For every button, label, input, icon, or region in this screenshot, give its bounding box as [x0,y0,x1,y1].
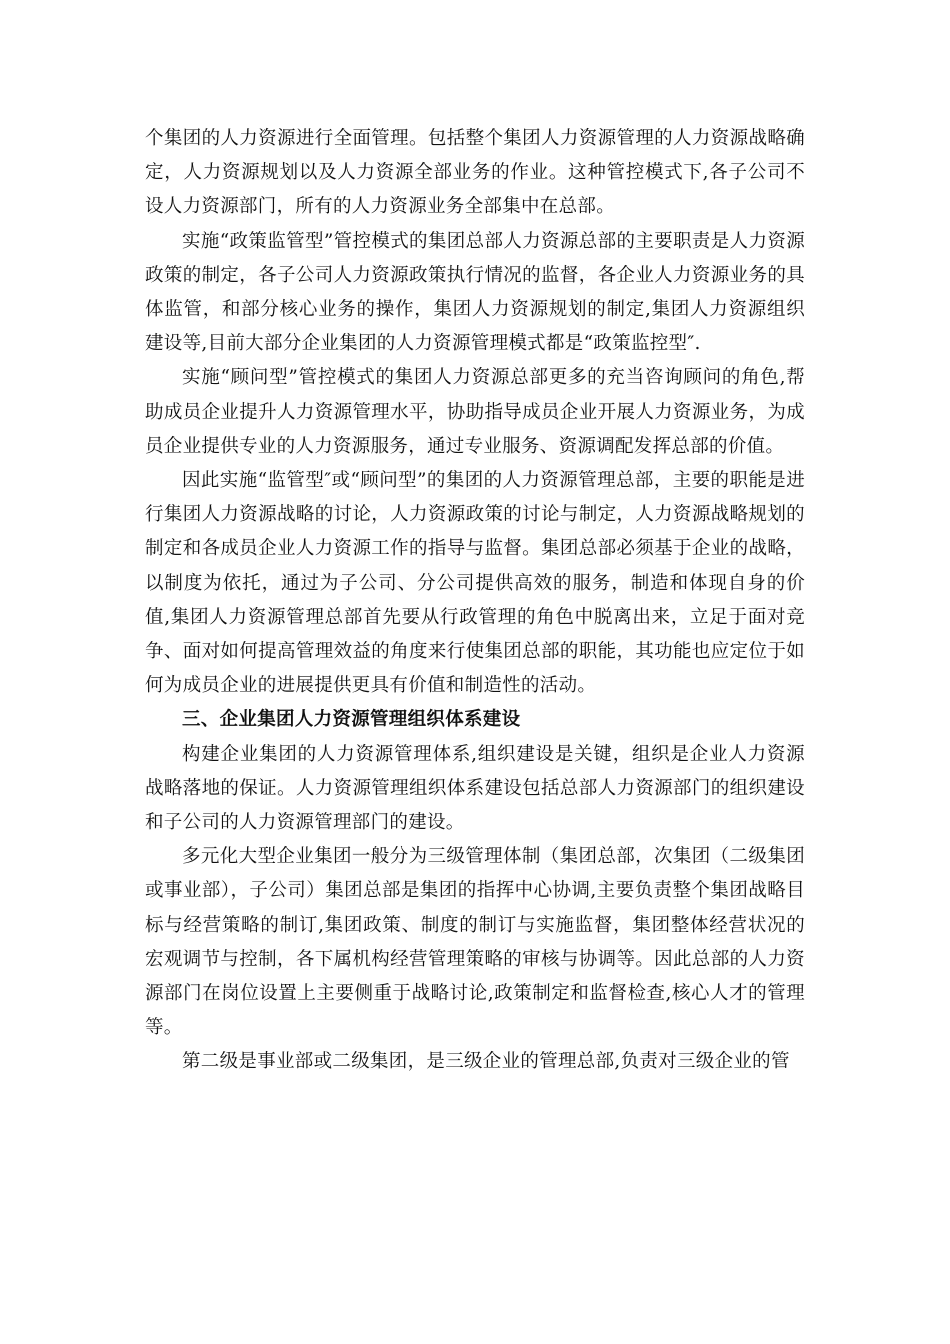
document-body [145,122,805,1080]
body-paragraph-4: 因此实施“监管型″或“顾问型”的集团的人力资源管理总部，主要的职能是进行集团人力资源战略的讨论，人力资源政策的讨论与制定，人力资源战略规划的制定和各成员企业人力资源工作的指导与监督。集团总部必须基于企业的战略，以制度为依托，通过为子公司、分公司提供高效的服务，制造和体现自身的价值,集团人力资源管理总部首先要从行政管理的角色中脱离出来，立足于面对竞争、面对如何提高管理效益的角度来行使集团总部的职能，其功能也应定位于如何为成员企业的进展提供更具有价值和制造性的活动。 [145,470,805,697]
section-paragraph-3: 第二级是事业部或二级集团，是三级企业的管理总部,负责对三级企业的管 [182,1051,790,1073]
body-paragraph-2: 实施“政策监管型”管控模式的集团总部人力资源总部的主要职责是人力资源政策的制定，各子公司人力资源政策执行情况的监督，各企业人力资源业务的具体监管，和部分核心业务的操作，集团人力资源规划的制定,集团人力资源组织建设等,目前大部分企业集团的人力资源管理模式都是“政策监控型″. [145,230,805,355]
body-paragraph-3: 实施“顾问型”管控模式的集团人力资源总部更多的充当咨询顾问的角色,帮助成员企业提升人力资源管理水平，协助指导成员企业开展人力资源业务，为成员企业提供专业的人力资源服务，通过专业服务、资源调配发挥总部的价值。 [145,367,805,457]
section-paragraph-1: 构建企业集团的人力资源管理体系,组织建设是关键，组织是企业人力资源战略落地的保证。人力资源管理组织体系建设包括总部人力资源部门的组织建设和子公司的人力资源管理部门的建设。 [145,743,805,834]
section-paragraph-2: 多元化大型企业集团一般分为三级管理体制（集团总部，次集团（二级集团或事业部），子公司）集团总部是集团的指挥中心协调,主要负责整个集团战略目标与经营策略的制订,集团政策、制度的制订与实施监督，集团整体经营状况的宏观调节与控制，各下属机构经营管理策略的审核与协调等。因此总部的人力资源部门在岗位设置上主要侧重于战略讨论,政策制定和监督检查,核心人才的管理等。 [145,846,805,1039]
section-heading: 三、企业集团人力资源管理组织体系建设 [182,709,521,731]
body-paragraph-1: 个集团的人力资源进行全面管理。包括整个集团人力资源管理的人力资源战略确定，人力资源规划以及人力资源全部业务的作业。这种管控模式下,各子公司不设人力资源部门，所有的人力资源业务全部集中在总部。 [145,128,805,218]
